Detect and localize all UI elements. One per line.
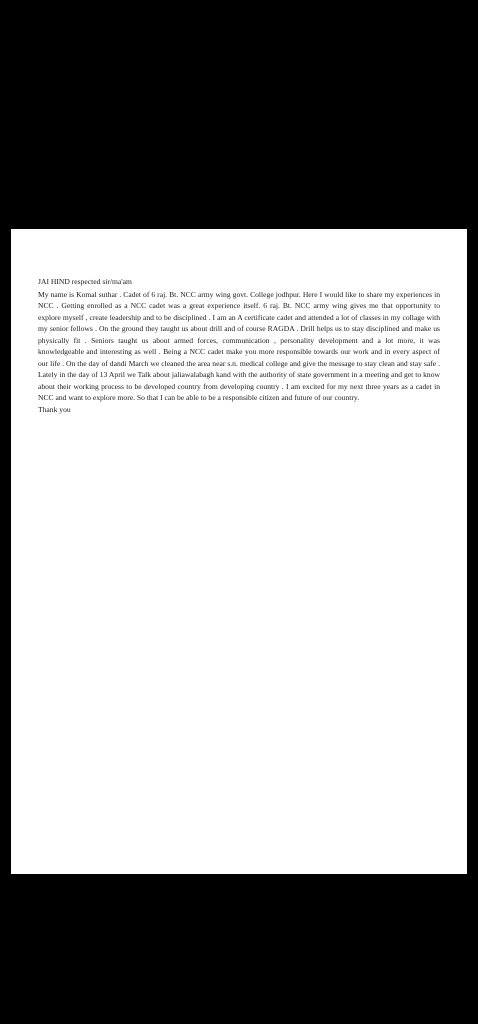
body-paragraph: My name is Komal suthar . Cadet of 6 raj. Bt. NCC army wing govt. College jodhpur. Here I would like to share my experiences in NCC . Getting enrolled as a NCC cadet was a great experience itself. 6 raj. Bt. NCC army wing gives me that opportunity to explore myself , create leadership and to be disciplined . I am an A certificate cadet and attended a lot of classes in my collage with my senior fellows . On the ground they taught us about drill and of course RAGDA . Drill helps us to stay disciplined and make us physically fit . Seniors taught us about armed forces, communication , personality development and a lot more, it was knowledgeable and interesting as well . Being a NCC cadet make you more responsible towards our work and in every aspect of our life . On the day of dandi March we cleaned the area near s.n. medical college and give the message to stay clean and stay safe . Lately in the day of 13 April we Talk about jaliawalabagh kand with the authority of state government in a meeting and get to know about their working process to be developed country from developing country . I am excited for my next three years as a cadet in NCC and want to explore more. So that I can be able to be a responsible citizen and future of our country. [38, 289, 440, 402]
document-content [38, 276, 440, 415]
closing-line: Thank you [38, 404, 71, 414]
document-page [11, 229, 467, 874]
greeting-line: JAI HIND respected sir/ma'am [38, 277, 132, 286]
